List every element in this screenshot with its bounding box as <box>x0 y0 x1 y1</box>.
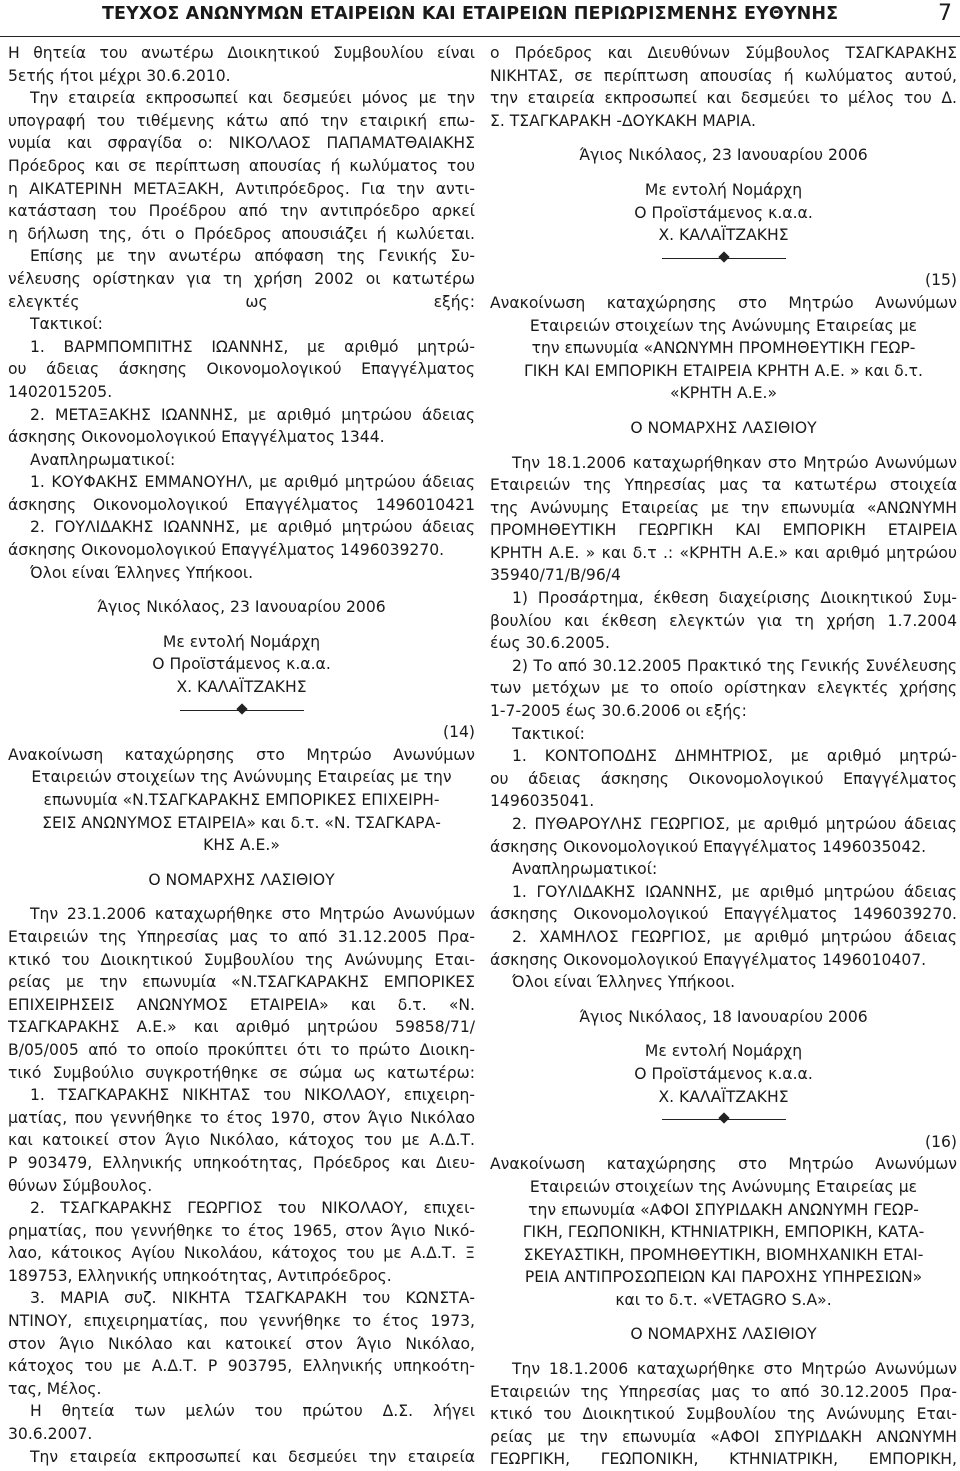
right-text-line: Αναπληρωματικοί: <box>512 860 658 879</box>
left-text-line: υπογραφή του τιθέμενης κάτω από την εταιρική επω- <box>8 111 475 130</box>
right-text-line: των μετόχων με το οποίο ορίστηκαν ελεγκτές χρήσης <box>490 679 957 698</box>
left-text-line: Αναπληρωματικοί: <box>30 450 176 469</box>
left-text-line: Εταιρειών στοιχείων της Ανώνυμης Εταιρείας με την <box>31 768 452 787</box>
right-text-line: 1-7-2005 έως 30.6.2006 οι εξής: <box>490 702 747 721</box>
right-text-line: Χ. ΚΑΛΑΪΤΖΑΚΗΣ <box>658 1087 789 1106</box>
right-text-line: 1. ΓΟΥΛΙΔΑΚΗΣ ΙΩΑΝΝΗΣ, με αριθμό μητρώου άδειας <box>512 882 957 901</box>
right-text-line: Ο Προϊστάμενος κ.α.α. <box>634 1064 813 1083</box>
left-text-line: 2. ΓΟΥΛΙΔΑΚΗΣ ΙΩΑΝΝΗΣ, με αριθμό μητρώου άδειας <box>30 518 475 537</box>
right-text-line: ου άδειας άσκησης Οικονομολογικού Επαγγέλματος <box>490 769 957 788</box>
right-text-line: Την 18.1.2006 καταχωρήθηκαν στο Μητρώο Ανωνύμων <box>512 453 957 472</box>
right-text-line: (16) <box>924 1132 957 1151</box>
right-text-line: ρείας με την επωνυμία «ΑΦΟΙ ΣΠΥΡΙΔΑΚΗ ΑΝΩΝΥΜΗ <box>490 1427 957 1446</box>
left-text-line: Η θητεία των μελών του πρώτου Δ.Σ. λήγει <box>30 1402 475 1421</box>
right-text-line: ΓΙΚΗ, ΓΕΩΠΟΝΙΚΗ, ΚΤΗΝΙΑΤΡΙΚΗ, ΕΜΠΟΡΙΚΗ, ΚΑΤΑ- <box>522 1223 925 1242</box>
section-divider <box>490 1108 957 1131</box>
left-text-line: η ΑΙΚΑΤΕΡΙΝΗ ΜΕΤΑΞΑΚΗ, Αντιπρόεδρος. Για την αντι- <box>8 179 475 198</box>
right-text-line: κτικό του Διοικητικού Συμβουλίου της Ανώνυμης Εται- <box>490 1405 957 1424</box>
left-text-line: ΣΕΙΣ ΑΝΩΝΥΜΟΣ ΕΤΑΙΡΕΙΑ» και δ.τ. «Ν. ΤΣΑΓΚΑΡΑ- <box>42 813 441 832</box>
left-text-line: Ανακοίνωση καταχώρησης στο Μητρώο Ανωνύμων <box>8 745 475 764</box>
right-text-line: την επωνυμία «ΑΦΟΙ ΣΠΥΡΙΔΑΚΗ ΑΝΩΝΥΜΗ ΓΕΩΡ- <box>528 1200 919 1219</box>
left-text-line: Την 23.1.2006 καταχωρήθηκε στο Μητρώο Ανωνύμων <box>30 905 475 924</box>
right-text-line: Εταιρειών στοιχείων της Ανώνυμης Εταιρείας με <box>529 316 918 335</box>
left-text-line: θύνων Σύμβουλος. <box>8 1176 153 1195</box>
left-text-line: ΕΠΙΧΕΙΡΗΣΕΙΣ ΑΝΩΝΥΜΟΣ ΕΤΑΙΡΕΙΑ» και δ.τ. «Ν. <box>8 995 475 1014</box>
left-text-line: Πρόεδρος και σε περίπτωση απουσίας ή κωλύματος του <box>8 156 475 175</box>
right-text-line: Χ. ΚΑΛΑΪΤΖΑΚΗΣ <box>658 226 789 245</box>
right-text-line: άσκησης Οικονομολογικού Επαγγέλματος 1496039270. <box>490 905 957 924</box>
right-text-line: 1496035041. <box>490 792 595 811</box>
right-text-line: ΚΡΗΤΗ Α.Ε. » και δ.τ .: «ΚΡΗΤΗ Α.Ε.» και αριθμό μητρώου <box>490 543 957 562</box>
right-text-line: Εταιρειών στοιχείων της Ανώνυμης Εταιρείας με <box>529 1177 918 1196</box>
left-text-line: Ο ΝΟΜΑΡΧΗΣ ΛΑΣΙΘΙΟΥ <box>148 870 335 889</box>
right-text-line: 1) Προσάρτημα, έκθεση διαχείρισης Διοικητικού Συμ- <box>512 589 957 608</box>
left-text-line: Άγιος Νικόλαος, 23 Ιανουαρίου 2006 <box>97 598 386 617</box>
left-text-line: κατάσταση του Προέδρου από την αντιπρόεδρο αρκεί <box>8 202 475 221</box>
diamond-icon <box>718 1112 729 1123</box>
left-text-line: Ρ 903479, Ελληνικής υπηκοότητας, Πρόεδρος και Διευ- <box>8 1153 475 1172</box>
left-text-line: τικό Συμβούλιο συγκροτήθηκε σε σώμα ως κατωτέρω: <box>8 1063 475 1082</box>
left-text-line: 5ετής ήτοι μέχρι 30.6.2010. <box>8 66 231 85</box>
right-text-line: Άγιος Νικόλαος, 23 Ιανουαρίου 2006 <box>579 146 868 165</box>
right-text-line: Τακτικοί: <box>512 724 585 743</box>
right-text-line: την επωνυμία «ΑΝΩΝΥΜΗ ΠΡΟΜΗΘΕΥΤΙΚΗ ΓΕΩΡ- <box>531 339 916 358</box>
right-text-line: ΡΕΙΑ ΑΝΤΙΠΡΟΣΩΠΕΙΩΝ ΚΑΙ ΠΑΡΟΧΗΣ ΥΠΗΡΕΣΙΩΝ» <box>524 1268 923 1287</box>
right-text-line: ΣΚΕΥΑΣΤΙΚΗ, ΠΡΟΜΗΘΕΥΤΙΚΗ, ΒΙΟΜΗΧΑΝΙΚΗ ΕΤΑΙ- <box>523 1245 924 1264</box>
left-text-line: 1. ΒΑΡΜΠΟΜΠΙΤΗΣ ΙΩΑΝΝΗΣ, με αριθμό μητρώ- <box>30 337 475 356</box>
left-text-line: άσκησης Οικονομολογικού Επαγγέλματος 1344. <box>8 428 385 447</box>
right-text-line: ο Πρόεδρος και Διευθύνων Σύμβουλος ΤΣΑΓΚΑΡΑΚΗΣ <box>490 44 957 62</box>
left-text-line: Εταιρειών της Υπηρεσίας μας το από 31.12.2005 Πρα- <box>8 927 475 946</box>
right-text-line: 2. ΧΑΜΗΛΟΣ ΓΕΩΡΓΙΟΣ, με αριθμό μητρώου άδειας <box>512 927 957 946</box>
left-text-line: Επίσης με την ανωτέρω απόφαση της Γενικής Συ- <box>30 247 475 266</box>
right-text-line: ΝΙΚΗΤΑΣ, σε περίπτωση απουσίας ή κωλύματος αυτού, <box>490 66 957 85</box>
left-text-line: Β/05/005 από το οποίο προκύπτει ότι το πρώτο Διοικη- <box>8 1040 475 1059</box>
page-number: 7 <box>938 1 952 26</box>
right-text-line: της Ανώνυμης Εταιρείας με την επωνυμία «ΑΝΩΝΥΜΗ <box>490 498 957 517</box>
right-text-line: ΓΙΚΗ ΚΑΙ ΕΜΠΟΡΙΚΗ ΕΤΑΙΡΕΙΑ ΚΡΗΤΗ Α.Ε. » και δ.τ. <box>524 361 923 380</box>
left-text-line: ρείας με την επωνυμία «Ν.ΤΣΑΓΚΑΡΑΚΗΣ ΕΜΠΟΡΙΚΕΣ <box>8 973 475 992</box>
left-text-line: ματίας, που γεννήθηκε το έτος 1970, στον Άγιο Νικόλαο <box>8 1108 475 1127</box>
right-text-line: άσκησης Οικονομολογικού Επαγγέλματος 1496035042. <box>490 837 927 856</box>
right-text-line: Ο ΝΟΜΑΡΧΗΣ ΛΑΣΙΘΙΟΥ <box>630 418 817 437</box>
right-text-line: και το δ.τ. «VETAGRO S.A». <box>615 1290 832 1309</box>
right-text-line: ΠΡΟΜΗΘΕΥΤΙΚΗ ΓΕΩΡΓΙΚΗ ΚΑΙ ΕΜΠΟΡΙΚΗ ΕΤΑΙΡΕΙΑ <box>490 521 957 540</box>
left-text-line: ΚΗΣ Α.Ε.» <box>203 836 280 855</box>
left-text-line: κάτοχος του με Α.Δ.Τ. Ρ 903795, Ελληνικής υπηκοότη- <box>8 1357 475 1376</box>
left-text-line: Χ. ΚΑΛΑΪΤΖΑΚΗΣ <box>176 678 307 697</box>
right-text-line: την εταιρεία εκπροσωπεί και δεσμεύει το μέλος του Δ. <box>490 89 957 108</box>
left-text-line: άσκησης Οικονομολογικού Επαγγέλματος 1496039270. <box>8 541 445 560</box>
right-text-line: Ανακοίνωση καταχώρησης στο Μητρώο Ανωνύμων <box>490 1155 957 1174</box>
right-text-line: 35940/71/Β/96/4 <box>490 566 621 585</box>
right-text-line: Ο Προϊστάμενος κ.α.α. <box>634 203 813 222</box>
left-text-line: λαο, κάτοικος Αγίου Νικολάου, κάτοχος του με Α.Δ.Τ. Ξ <box>8 1244 475 1263</box>
left-text-line: Η θητεία του ανωτέρω Διοικητικού Συμβουλίου είναι <box>8 44 475 62</box>
left-text-line: η δήλωση της, ότι ο Πρόεδρος απουσιάζει ή κωλύεται. <box>8 224 475 243</box>
left-text-line: Όλοι είναι Έλληνες Υπήκοοι. <box>30 563 254 582</box>
left-text-line: νυμία και σφραγίδα ο: ΝΙΚΟΛΑΟΣ ΠΑΠΑΜΑΤΘΑΙΑΚΗΣ <box>8 134 475 153</box>
left-text-line: Την εταιρεία εκπροσωπεί και δεσμεύει την εταιρεία <box>30 1447 475 1466</box>
left-text-line: νέλευσης ορίστηκαν για τη χρήση 2002 οι κατωτέρω <box>8 269 475 288</box>
left-text-line: 1402015205. <box>8 382 113 401</box>
left-text-line: (14) <box>442 723 475 742</box>
left-text-line: Τακτικοί: <box>30 315 103 334</box>
left-column <box>8 42 475 1468</box>
left-text-line: 1. ΚΟΥΦΑΚΗΣ ΕΜΜΑΝΟΥΗΛ, με αριθμό μητρώου άδειας <box>30 473 475 492</box>
left-text-line: κτικό του Διοικητικού Συμβουλίου της Ανώνυμης Εται- <box>8 950 475 969</box>
right-text-line: «ΚΡΗΤΗ Α.Ε.» <box>669 384 778 403</box>
right-text-line: ΓΕΩΡΓΙΚΗ, ΓΕΩΠΟΝΙΚΗ, ΚΤΗΝΙΑΤΡΙΚΗ, ΕΜΠΟΡΙΚΗ, <box>490 1450 957 1469</box>
left-text-line: ρηματίας, που γεννήθηκε το έτος 1965, στον Άγιο Νικό- <box>8 1221 475 1240</box>
left-text-line: ελεγκτές ως εξής: <box>8 292 475 311</box>
left-text-line: 189753, Ελληνικής υπηκοότητας, Αντιπρόεδρος. <box>8 1266 392 1285</box>
left-text-line: 2. ΜΕΤΑΞΑΚΗΣ ΙΩΑΝΝΗΣ, με αριθμό μητρώου άδειας <box>30 405 475 424</box>
left-text-line: 2. ΤΣΑΓΚΑΡΑΚΗΣ ΓΕΩΡΓΙΟΣ του ΝΙΚΟΛΑΟΥ, επιχει- <box>30 1199 475 1218</box>
right-text-line: Την 18.1.2006 καταχωρήθηκε στο Μητρώο Ανωνύμων <box>512 1360 957 1379</box>
left-text-line: 1. ΤΣΑΓΚΑΡΑΚΗΣ ΝΙΚΗΤΑΣ του ΝΙΚΟΛΑΟΥ, επιχειρη- <box>30 1086 475 1105</box>
right-text-line: Ο ΝΟΜΑΡΧΗΣ ΛΑΣΙΘΙΟΥ <box>630 1325 817 1344</box>
left-text-line: άσκησης Οικονομολογικού Επαγγέλματος 1496010421 <box>8 495 475 514</box>
right-text-line: Όλοι είναι Έλληνες Υπήκοοι. <box>512 973 736 992</box>
section-divider <box>490 247 957 270</box>
left-text-line: ΤΣΑΓΚΑΡΑΚΗΣ Α.Ε.» και αριθμό μητρώου 59858/71/ <box>8 1018 475 1037</box>
right-column <box>490 42 957 1471</box>
right-text-line: άσκησης Οικονομολογικού Επαγγέλματος 1496010407. <box>490 950 927 969</box>
right-text-line: 2. ΠΥΘΑΡΟΥΛΗΣ ΓΕΩΡΓΙΟΣ, με αριθμό μητρώου άδειας <box>512 815 957 833</box>
right-text-line: 2) Το από 30.12.2005 Πρακτικό της Γενικής Συνέλευσης <box>512 656 957 675</box>
right-text-line: Σ. ΤΣΑΓΚΑΡΑΚΗ -ΔΟΥΚΑΚΗ ΜΑΡΙΑ. <box>490 111 757 130</box>
left-text-line: Ο Προϊστάμενος κ.α.α. <box>152 655 331 674</box>
right-text-line: Με εντολή Νομάρχη <box>644 180 803 199</box>
right-text-line: βουλίου και έκθεση ελεγκτών για τη χρήση 1.7.2004 <box>490 611 957 630</box>
right-text-line: Εταιρειών της Υπηρεσίας μας τα κατωτέρω στοιχεία <box>490 476 957 495</box>
right-text-line: Άγιος Νικόλαος, 18 Ιανουαρίου 2006 <box>579 1007 868 1026</box>
journal-title: ΤΕΥΧΟΣ ΑΝΩΝΥΜΩΝ ΕΤΑΙΡΕΙΩΝ ΚΑΙ ΕΤΑΙΡΕΙΩΝ ΠΕΡΙΩΡΙΣΜΕΝΗΣ ΕΥΘΥΝΗΣ <box>102 4 839 24</box>
left-text-line: ΝΤΙΝΟΥ, επιχειρηματίας, που γεννήθηκε το έτος 1973, <box>8 1312 475 1331</box>
right-text-line: (15) <box>924 271 957 290</box>
left-text-line: και κατοικεί στον Άγιο Νικόλαο, κάτοχος του με Α.Δ.Τ. <box>8 1131 475 1150</box>
left-text-line: επωνυμία «Ν.ΤΣΑΓΚΑΡΑΚΗΣ ΕΜΠΟΡΙΚΕΣ ΕΠΙΧΕΙΡΗ- <box>43 791 440 809</box>
left-text-line: 30.6.2007. <box>8 1425 93 1444</box>
left-text-line: τας, Μέλος. <box>8 1379 102 1398</box>
left-text-line: Την εταιρεία εκπροσωπεί και δεσμεύει μόνος με την <box>30 89 475 108</box>
diamond-icon <box>718 251 729 262</box>
diamond-icon <box>236 703 247 714</box>
left-text-line: ου άδειας άσκησης Οικονομολογικού Επαγγέλματος <box>8 360 475 379</box>
left-text-line: στον Άγιο Νικόλαο και κατοικεί στον Άγιο Νικόλαο, <box>8 1334 475 1353</box>
right-text-line: Με εντολή Νομάρχη <box>644 1042 803 1061</box>
left-text-line: Με εντολή Νομάρχη <box>162 632 321 651</box>
right-text-line: 1. ΚΟΝΤΟΠΟΔΗΣ ΔΗΜΗΤΡΙΟΣ, με αριθμό μητρώ- <box>512 747 957 766</box>
right-text-line: Εταιρειών της Υπηρεσίας μας το από 30.12.2005 Πρα- <box>490 1382 957 1401</box>
section-divider <box>8 699 475 722</box>
page-header <box>0 0 960 37</box>
left-text-line: 3. ΜΑΡΙΑ συζ. ΝΙΚΗΤΑ ΤΣΑΓΚΑΡΑΚΗ του ΚΩΝΣΤΑ- <box>30 1289 475 1308</box>
right-text-line: Ανακοίνωση καταχώρησης στο Μητρώο Ανωνύμων <box>490 293 957 312</box>
right-text-line: έως 30.6.2005. <box>490 634 610 653</box>
